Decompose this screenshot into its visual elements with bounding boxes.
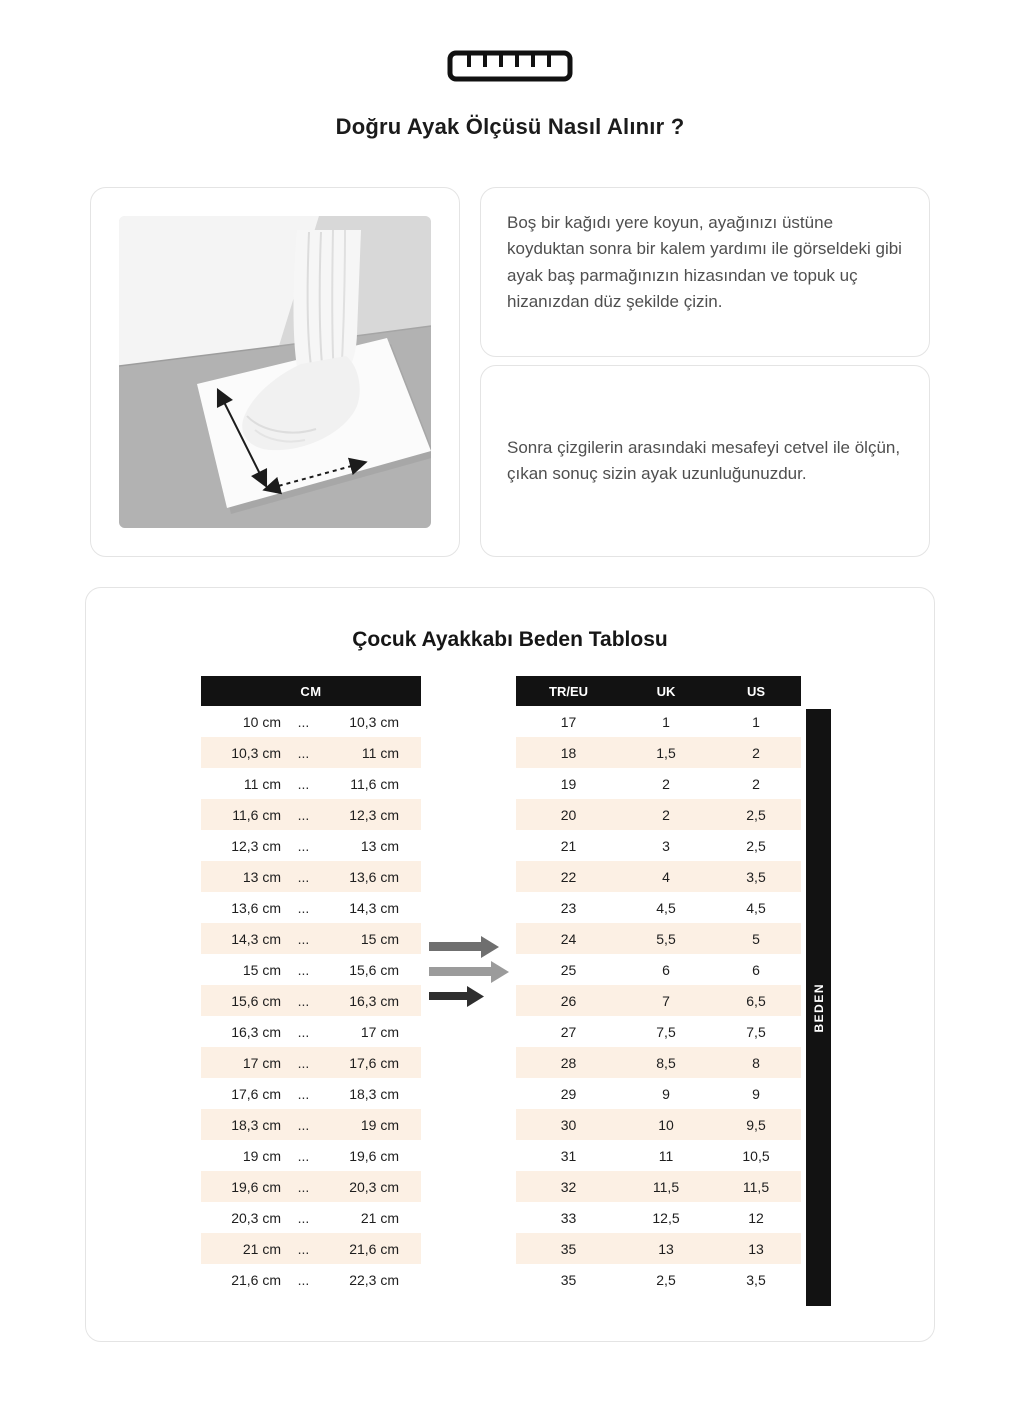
size-row [516, 799, 801, 830]
instruction-card-draw [480, 187, 930, 357]
instruction-text-measure: Sonra çizgilerin arasındaki mesafeyi cetvel ile ölçün, çıkan sonuç sizin ayak uzunluğunuzdur. [507, 437, 901, 483]
range-dots: ... [297, 775, 310, 792]
cm-max-value: 19,6 cm [349, 1147, 399, 1164]
cm-min-value: 21 cm [242, 1240, 281, 1257]
cm-max-value: 17,6 cm [349, 1054, 399, 1071]
tr-eu-size: 18 [560, 744, 577, 761]
cm-min-value: 12,3 cm [231, 837, 281, 854]
tr-eu-size: 24 [560, 930, 577, 947]
cm-max-value: 15 cm [360, 930, 399, 947]
cm-max-value: 15,6 cm [349, 961, 399, 978]
cm-range-row [201, 768, 421, 799]
size-row [516, 1109, 801, 1140]
range-dots: ... [297, 1209, 310, 1226]
uk-size: 13 [658, 1240, 674, 1257]
cm-max-value: 21,6 cm [349, 1240, 399, 1257]
uk-size: 6 [662, 961, 670, 978]
range-dots: ... [297, 1023, 310, 1040]
us-size: 2 [752, 744, 760, 761]
beden-vertical-label [806, 709, 831, 1306]
range-dots: ... [297, 1240, 310, 1257]
cm-min-value: 20,3 cm [231, 1209, 281, 1226]
cm-range-row [201, 954, 421, 985]
size-row [516, 737, 801, 768]
cm-min-value: 14,3 cm [231, 930, 281, 947]
uk-size: 5,5 [656, 930, 676, 947]
instruction-card-measure [480, 365, 930, 557]
us-size: 5 [752, 930, 760, 947]
us-size: 8 [752, 1054, 760, 1071]
cm-min-value: 17 cm [242, 1054, 281, 1071]
cm-range-row [201, 830, 421, 861]
cm-range-row [201, 1233, 421, 1264]
uk-size: 11,5 [652, 1178, 680, 1195]
cm-range-row [201, 1109, 421, 1140]
us-size: 9 [752, 1085, 760, 1102]
size-row [516, 1140, 801, 1171]
tr-eu-size: 20 [560, 806, 577, 823]
tr-eu-size: 28 [560, 1054, 577, 1071]
cm-max-value: 11 cm [361, 744, 399, 761]
range-dots: ... [297, 961, 310, 978]
cm-range-row [201, 892, 421, 923]
col-header-tr-eu: TR/EU [549, 683, 588, 699]
size-table-card [85, 587, 935, 1342]
us-size: 11,5 [742, 1178, 770, 1195]
cm-min-value: 15,6 cm [231, 992, 281, 1009]
size-row [516, 954, 801, 985]
cm-range-row [201, 1171, 421, 1202]
uk-size: 7 [662, 992, 670, 1009]
uk-size: 7,5 [656, 1023, 676, 1040]
uk-size: 1,5 [656, 744, 676, 761]
tr-eu-size: 23 [560, 899, 577, 916]
cm-max-value: 19 cm [360, 1116, 399, 1133]
tr-eu-size: 29 [560, 1085, 577, 1102]
us-size: 3,5 [746, 1271, 766, 1288]
uk-size: 12,5 [652, 1209, 680, 1226]
foot-photo-card [90, 187, 460, 557]
tr-eu-size: 25 [560, 961, 577, 978]
size-row [516, 1264, 801, 1295]
uk-size: 2,5 [656, 1271, 676, 1288]
uk-size: 3 [662, 837, 670, 854]
page-title: Doğru Ayak Ölçüsü Nasıl Alınır ? [335, 114, 685, 139]
range-dots: ... [297, 744, 310, 761]
size-row [516, 861, 801, 892]
cm-range-row [201, 861, 421, 892]
cm-max-value: 13 cm [360, 837, 399, 854]
cm-max-value: 20,3 cm [349, 1178, 399, 1195]
cm-min-value: 21,6 cm [231, 1271, 281, 1288]
size-table-body [516, 706, 801, 1295]
us-size: 9,5 [746, 1116, 766, 1133]
size-guide-page [0, 50, 1020, 1342]
us-size: 7,5 [746, 1023, 766, 1040]
range-dots: ... [297, 837, 310, 854]
uk-size: 1 [662, 713, 670, 730]
cm-min-value: 19,6 cm [231, 1178, 281, 1195]
cm-range-row [201, 706, 421, 737]
size-row [516, 768, 801, 799]
ruler-icon [0, 50, 1020, 82]
size-conversion-table [516, 676, 801, 1295]
us-size: 6 [752, 961, 760, 978]
cm-range-row [201, 923, 421, 954]
tr-eu-size: 32 [560, 1178, 577, 1195]
tr-eu-size: 35 [560, 1240, 577, 1257]
cm-range-row [201, 1140, 421, 1171]
us-size: 12 [748, 1209, 764, 1226]
cm-table-body [201, 706, 421, 1295]
measurement-instructions-section [90, 187, 930, 557]
cm-max-value: 18,3 cm [349, 1085, 399, 1102]
us-size: 13 [748, 1240, 764, 1257]
size-row [516, 923, 801, 954]
size-row [516, 1171, 801, 1202]
uk-size: 8,5 [656, 1054, 676, 1071]
size-row [516, 1202, 801, 1233]
table-connector [421, 676, 516, 1306]
size-row [516, 830, 801, 861]
us-size: 6,5 [746, 992, 766, 1009]
range-dots: ... [297, 1085, 310, 1102]
cm-max-value: 16,3 cm [349, 992, 399, 1009]
cm-range-row [201, 985, 421, 1016]
size-table-title: Çocuk Ayakkabı Beden Tablosu [352, 628, 668, 651]
cm-range-row [201, 799, 421, 830]
tr-eu-size: 19 [560, 775, 577, 792]
tr-eu-size: 21 [560, 837, 577, 854]
cm-min-value: 10,3 cm [231, 744, 281, 761]
cm-min-value: 15 cm [242, 961, 281, 978]
cm-max-value: 11,6 cm [350, 775, 399, 792]
size-row [516, 892, 801, 923]
col-header-uk: UK [656, 683, 676, 699]
range-dots: ... [297, 713, 310, 730]
cm-range-row [201, 1047, 421, 1078]
range-dots: ... [297, 868, 310, 885]
cm-min-value: 11 cm [243, 775, 281, 792]
tr-eu-size: 30 [560, 1116, 577, 1133]
tr-eu-size: 31 [560, 1147, 577, 1164]
cm-max-value: 17 cm [360, 1023, 399, 1040]
cm-range-row [201, 737, 421, 768]
us-size: 2,5 [746, 837, 766, 854]
tr-eu-size: 26 [560, 992, 577, 1009]
foot-measurement-illustration [119, 216, 431, 528]
us-size: 1 [752, 713, 760, 730]
cm-table [201, 676, 421, 1295]
uk-size: 10 [658, 1116, 674, 1133]
uk-size: 9 [662, 1085, 670, 1102]
instruction-text-draw: Boş bir kağıdı yere koyun, ayağınızı üstüne koyduktan sonra bir kalem yardımı ile görseldeki gibi ayak baş parmağınızın hizasından ve topuk uç hizanızdan düz şekilde çizin. [507, 213, 902, 312]
cm-min-value: 16,3 cm [231, 1023, 281, 1040]
uk-size: 2 [662, 775, 670, 792]
cm-range-row [201, 1264, 421, 1295]
size-row [516, 1233, 801, 1264]
cm-range-row [201, 1202, 421, 1233]
range-dots: ... [297, 899, 310, 916]
range-dots: ... [297, 1178, 310, 1195]
cm-max-value: 10,3 cm [349, 713, 399, 730]
tr-eu-size: 33 [560, 1209, 577, 1226]
us-size: 2,5 [746, 806, 766, 823]
size-row [516, 1078, 801, 1109]
cm-min-value: 18,3 cm [231, 1116, 281, 1133]
us-size: 10,5 [742, 1147, 770, 1164]
tr-eu-size: 17 [560, 713, 577, 730]
range-dots: ... [297, 806, 310, 823]
uk-size: 2 [662, 806, 670, 823]
size-row [516, 706, 801, 737]
cm-max-value: 13,6 cm [349, 868, 399, 885]
cm-min-value: 19 cm [242, 1147, 281, 1164]
us-size: 3,5 [746, 868, 766, 885]
beden-label-text: BEDEN [811, 982, 826, 1033]
cm-min-value: 10 cm [242, 713, 281, 730]
uk-size: 4,5 [656, 899, 676, 916]
range-dots: ... [297, 1147, 310, 1164]
size-row [516, 1047, 801, 1078]
tr-eu-size: 35 [560, 1271, 577, 1288]
col-header-us: US [746, 683, 766, 699]
arrows-right-icon [429, 934, 515, 1012]
size-row [516, 985, 801, 1016]
cm-min-value: 13 cm [242, 868, 281, 885]
cm-max-value: 12,3 cm [349, 806, 399, 823]
cm-min-value: 11,6 cm [232, 806, 281, 823]
size-table-header [516, 676, 801, 706]
uk-size: 4 [662, 868, 670, 885]
cm-min-value: 13,6 cm [231, 899, 281, 916]
cm-max-value: 14,3 cm [349, 899, 399, 916]
range-dots: ... [297, 1116, 310, 1133]
cm-table-header: CM [201, 676, 421, 706]
range-dots: ... [297, 1054, 310, 1071]
size-tables [86, 676, 934, 1306]
range-dots: ... [297, 930, 310, 947]
size-row [516, 1016, 801, 1047]
cm-max-value: 21 cm [360, 1209, 399, 1226]
uk-size: 11 [658, 1147, 674, 1164]
cm-min-value: 17,6 cm [231, 1085, 281, 1102]
us-size: 2 [752, 775, 760, 792]
cm-max-value: 22,3 cm [349, 1271, 399, 1288]
range-dots: ... [297, 1271, 310, 1288]
cm-range-row [201, 1016, 421, 1047]
tr-eu-size: 27 [560, 1023, 577, 1040]
us-size: 4,5 [746, 899, 766, 916]
range-dots: ... [297, 992, 310, 1009]
tr-eu-size: 22 [560, 868, 577, 885]
instruction-cards [480, 187, 930, 557]
cm-range-row [201, 1078, 421, 1109]
